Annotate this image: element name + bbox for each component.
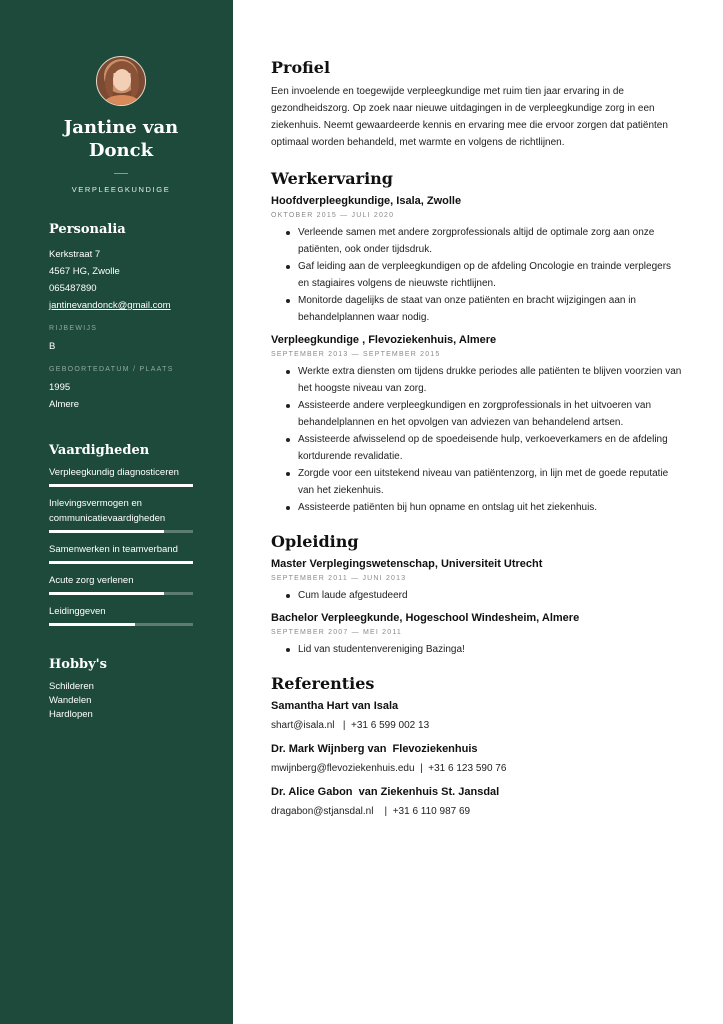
skill-item — [49, 542, 193, 564]
list-item: Gaf leiding aan de verpleegkundigen op de afdeling Oncologie en trainde verplegers en stagiaires volgens de nieuwste richtlijnen. — [271, 258, 683, 292]
reference-contact: mwijnberg@flevoziekenhuis.edu | +31 6 123 590 76 — [271, 763, 507, 774]
experience-section — [271, 169, 683, 516]
birth-label: GEBOORTEDATUM / PLAATS — [49, 366, 174, 373]
skill-fill — [49, 561, 193, 564]
license-label: RIJBEWIJS — [49, 325, 98, 332]
birth-place: Almere — [49, 399, 80, 410]
list-item: Assisteerde afwisselend op de spoedeisende hulp, verkoeverkamers en de afdeling kortdurende revalidatie. — [271, 431, 683, 465]
education-heading: Opleiding — [271, 532, 359, 551]
education-bullets — [271, 641, 683, 658]
personalia-section — [49, 222, 193, 413]
education-title: Bachelor Verpleegkunde, Hogeschool Windesheim, Almere — [271, 612, 580, 624]
skill-label: Leidinggeven — [49, 606, 106, 617]
hobbies-section — [49, 657, 193, 722]
reference-entry — [271, 742, 683, 777]
hobby-item: Schilderen — [49, 681, 94, 692]
skill-label: Verpleegkundig diagnosticeren — [49, 467, 179, 478]
list-item: Assisteerde patiënten bij hun opname en ontslag uit het ziekenhuis. — [271, 499, 683, 516]
skill-item — [49, 496, 193, 533]
job-bullets — [271, 363, 683, 516]
profile-heading: Profiel — [271, 58, 331, 77]
main-content — [233, 0, 723, 1024]
skill-bar — [49, 592, 193, 595]
skill-label: Inlevingsvermogen en communicatievaardigheden — [49, 498, 166, 524]
skill-bar — [49, 623, 193, 626]
job-bullets — [271, 224, 683, 326]
avatar-face — [113, 69, 131, 91]
job-entry — [271, 333, 683, 516]
reference-name: Samantha Hart van Isala — [271, 700, 399, 712]
avatar — [96, 56, 146, 106]
profile-text: Een invoelende en toegewijde verpleegkundige met ruim tien jaar ervaring in de gezondheidszorg. Op zoek naar nieuwe uitdagingen in de verpleegkundige zorg in een ziekenhuis. Neemt gewaardeerde kennis en ervaring mee die ervoor zorgen dat patiënten optimaal worden behandeld, met warmte en volgens de richtlijnen. — [271, 86, 668, 148]
personalia-heading: Personalia — [49, 222, 126, 237]
job-dates: OKTOBER 2015 — JULI 2020 — [271, 212, 395, 219]
skill-label: Samenwerken in teamverband — [49, 544, 178, 555]
reference-contact: dragabon@stjansdal.nl | +31 6 110 987 69 — [271, 806, 471, 817]
phone-number: 065487890 — [49, 283, 97, 294]
reference-entry — [271, 699, 683, 734]
skills-section — [49, 443, 193, 626]
education-entry — [271, 611, 683, 658]
list-item: Cum laude afgestudeerd — [271, 587, 683, 604]
hobbies-heading: Hobby's — [49, 657, 107, 672]
education-section — [271, 532, 683, 658]
skill-item — [49, 465, 193, 487]
experience-heading: Werkervaring — [271, 169, 393, 188]
education-title: Master Verplegingswetenschap, Universiteit Utrecht — [271, 558, 543, 570]
email-link[interactable]: jantinevandonck@gmail.com — [49, 300, 171, 311]
job-dates: SEPTEMBER 2013 — SEPTEMBER 2015 — [271, 351, 441, 358]
address-line-2: 4567 HG, Zwolle — [49, 266, 120, 277]
avatar-shirt — [103, 95, 141, 106]
education-dates: SEPTEMBER 2007 — MEI 2011 — [271, 629, 403, 636]
job-title: Hoofdverpleegkundige, Isala, Zwolle — [271, 195, 462, 207]
reference-contact: shart@isala.nl | +31 6 599 002 13 — [271, 720, 430, 731]
skill-fill — [49, 592, 164, 595]
list-item: Lid van studentenvereniging Bazinga! — [271, 641, 683, 658]
skill-fill — [49, 530, 164, 533]
name-divider — [114, 173, 128, 174]
birth-year: 1995 — [49, 382, 71, 393]
hobby-item: Hardlopen — [49, 709, 93, 720]
list-item: Zorgde voor een uitstekend niveau van patiëntenzorg, in lijn met de goede reputatie van het ziekenhuis. — [271, 465, 683, 499]
education-entry — [271, 557, 683, 604]
reference-entry — [271, 785, 683, 820]
education-bullets — [271, 587, 683, 604]
skills-heading: Vaardigheden — [49, 443, 150, 458]
skill-item — [49, 573, 193, 595]
skill-fill — [49, 623, 135, 626]
skill-bar — [49, 561, 193, 564]
address-line-1: Kerkstraat 7 — [49, 249, 101, 260]
references-heading: Referenties — [271, 674, 375, 693]
skill-fill — [49, 484, 193, 487]
references-section — [271, 674, 683, 820]
reference-name: Dr. Alice Gabon van Ziekenhuis St. Jansdal — [271, 786, 500, 798]
job-entry — [271, 194, 683, 326]
sidebar — [0, 0, 233, 1024]
reference-name: Dr. Mark Wijnberg van Flevoziekenhuis — [271, 743, 478, 755]
job-title: Verpleegkundige , Flevoziekenhuis, Almere — [271, 334, 497, 346]
skill-bar — [49, 484, 193, 487]
skill-bar — [49, 530, 193, 533]
skill-label: Acute zorg verlenen — [49, 575, 134, 586]
education-dates: SEPTEMBER 2011 — JUNI 2013 — [271, 575, 407, 582]
list-item: Verleende samen met andere zorgprofessionals altijd de optimale zorg aan onze patiënten, ook onder tijdsdruk. — [271, 224, 683, 258]
skill-item — [49, 604, 193, 626]
list-item: Werkte extra diensten om tijdens drukke periodes alle patiënten te blijven voorzien van het hoogste niveau van zorg. — [271, 363, 683, 397]
list-item: Assisteerde andere verpleegkundigen en zorgprofessionals in het uitvoeren van behandelplannen en het opvolgen van adviezen van behandelend artsen. — [271, 397, 683, 431]
list-item: Monitorde dagelijks de staat van onze patiënten en bracht wijzigingen aan in behandelplannen waar nodig. — [271, 292, 683, 326]
profile-section — [271, 58, 683, 151]
candidate-role: VERPLEEGKUNDIGE — [71, 185, 171, 194]
hobby-item: Wandelen — [49, 695, 92, 706]
candidate-name: Jantine van Donck — [63, 117, 179, 161]
license-value: B — [49, 341, 56, 352]
